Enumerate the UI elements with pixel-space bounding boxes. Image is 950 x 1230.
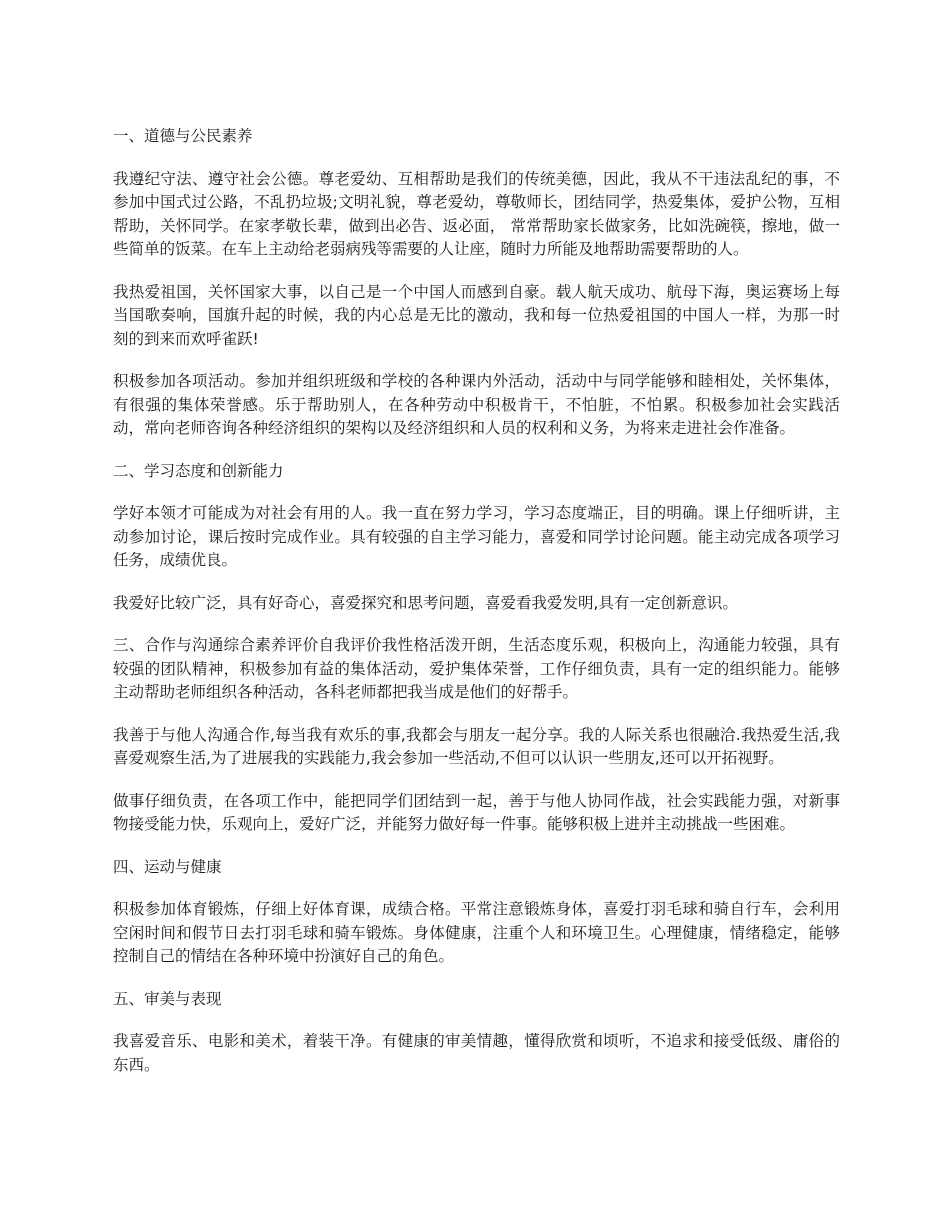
section-heading-health: 四、运动与健康 — [113, 857, 222, 876]
paragraph-activities: 积极参加各项活动。参加并组织班级和学校的各种课内外活动，活动中与同学能够和睦相处，关怀集体，有很强的集体荣誉感。乐于帮助别人，在各种劳动中积极肯干，不怕脏，不怕累。积极参加社会实践活动，常向老师咨询各种经济组织的架构以及经济组织和人员的权利和义务，为将来走进社会作准备。 — [113, 372, 840, 437]
section-heading-learning: 二、学习态度和创新能力 — [113, 461, 284, 480]
paragraph-study-attitude: 学好本领才可能成为对社会有用的人。我一直在努力学习，学习态度端正，目的明确。课上仔细听讲，主动参加讨论，课后按时完成作业。具有较强的自主学习能力，喜爱和同学讨论问题。能主动完成各项学习任务，成绩优良。 — [113, 504, 840, 569]
paragraph-communication: 我善于与他人沟通合作,每当我有欢乐的事,我都会与朋友一起分享。我的人际关系也很融洽.我热爱生活,我喜爱观察生活,为了进展我的实践能力,我会参加一些活动,不但可以认识一些朋友,还可以开拓视野。 — [113, 725, 840, 767]
paragraph-aesthetics: 我喜爱音乐、电影和美术，着装干净。有健康的审美情趣，懂得欣赏和顷听，不追求和接受低级、庸俗的东西。 — [113, 1032, 840, 1074]
paragraph-exercise: 积极参加体育锻炼，仔细上好体育课，成绩合格。平常注意锻炼身体，喜爱打羽毛球和骑自行车，会利用空闲时间和假节日去打羽毛球和骑车锻炼。身体健康，注重个人和环境卫生。心理健康，情绪稳定，能够控制自己的情结在各种环境中扮演好自己的角色。 — [113, 900, 840, 965]
section-heading-morality: 一、道德与公民素养 — [113, 127, 253, 145]
paragraph-patriotism: 我热爱祖国，关怀国家大事，以自己是一个中国人而感到自豪。载人航天成功、航母下海，奥运赛场上每当国歌奏响，国旗升起的时候，我的内心总是无比的激动，我和每一位热爱祖国的中国人一样，为那一时刻的到来而欢呼雀跃! — [113, 282, 840, 348]
paragraph-cooperation: 三、合作与沟通综合素养评价自我评价我性格活泼开朗，生活态度乐观，积极向上，沟通能力较强，具有较强的团队精神，积极参加有益的集体活动，爱护集体荣誉，工作仔细负责，具有一定的组织能力。能够主动帮助老师组织各种活动，各科老师都把我当成是他们的好帮手。 — [113, 636, 840, 701]
paragraph-curiosity: 我爱好比较广泛，具有好奇心，喜爱探究和思考问题，喜爱看我爱发明,具有一定创新意识。 — [113, 593, 738, 612]
document-page — [113, 125, 840, 1096]
section-heading-aesthetics: 五、审美与表现 — [113, 989, 222, 1008]
paragraph-responsibility: 做事仔细负责，在各项工作中，能把同学们团结到一起，善于与他人协同作战，社会实践能力强，对新事物接受能力快，乐观向上，爱好广泛，并能努力做好每一件事。能够积极上进并主动挑战一些困难。 — [113, 791, 840, 833]
paragraph-law-abiding: 我遵纪守法、遵守社会公德。尊老爱幼、互相帮助是我们的传统美德，因此，我从不干违法乱纪的事，不参加中国式过公路，不乱扔垃圾;文明礼貌，尊老爱幼，尊敬师长，团结同学，热爱集体，爱护公物，互相帮助，关怀同学。在家孝敬长辈，做到出必告、返必面， 常常帮助家长做家务，比如洗碗筷，擦地，做一些简单的饭菜。在车上主动给老弱病残等需要的人让座，随时力所能及地帮助需要帮助的人。 — [113, 169, 840, 258]
